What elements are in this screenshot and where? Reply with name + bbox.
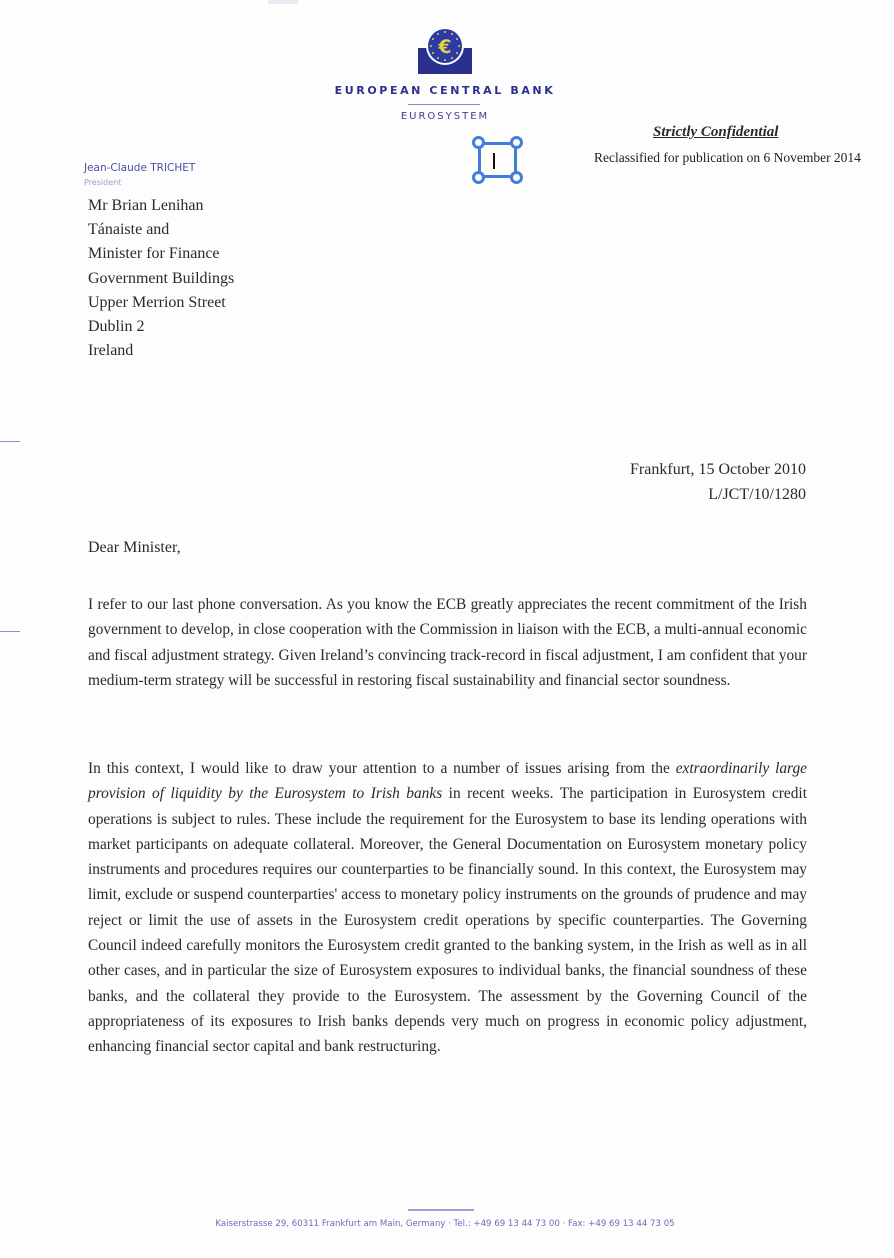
date-reference-block	[630, 457, 806, 507]
paragraph-2-emphasis: extraordinarily large provision of liquidity by the Eurosystem to Irish banks	[88, 760, 807, 803]
reclassification-note: Reclassified for publication on 6 November 2014	[594, 150, 861, 165]
resize-handle-bottom-left[interactable]	[472, 171, 485, 184]
sender-name: Jean-Claude TRICHET	[84, 162, 196, 174]
text-cursor-icon	[493, 153, 495, 169]
org-name: EUROPEAN CENTRAL BANK	[334, 84, 556, 97]
org-subtitle: EUROSYSTEM	[400, 111, 490, 122]
text-box-selection[interactable]	[478, 142, 517, 178]
address-line: Tánaiste and	[88, 221, 170, 239]
footer-divider	[408, 1209, 474, 1211]
confidential-label: Strictly Confidential	[653, 124, 779, 140]
address-line: Upper Merrion Street	[88, 293, 226, 311]
recipient-address	[88, 194, 234, 363]
sender-title: President	[84, 178, 122, 187]
paragraph-2-end: in recent weeks. The participation in Eurosystem credit operations is subject to rules. These include the requirement for the Eurosystem to base its lending operations with market participants on adequate collateral. Moreover, the General Documentation on Eurosystem monetary policy instruments and procedures requires our counterparties to be financially sound. In this context, the Eurosystem may limit, exclude or suspend counterparties' access to monetary policy instruments on the grounds of prudence and may reject or limit the use of assets in the Eurosystem credit operations by specific counterparties. The Governing Council indeed carefully monitors the Eurosystem credit granted to the banking system, in the Irish as well as in all other cases, and in particular the size of Eurosystem exposures to individual banks, the financial soundness of these banks, and the collateral they provide to the Eurosystem. The assessment by the Governing Council of the appropriateness of its exposures to Irish banks depends very much on progress in economic policy adjustment, enhancing financial sector capital and bank restructuring.	[88, 785, 807, 1056]
place-date: Frankfurt, 15 October 2010	[630, 461, 806, 478]
address-line: Mr Brian Lenihan	[88, 197, 204, 214]
paragraph-2-start: In this context, I would like to draw your attention to a number of issues arising from the	[88, 760, 676, 777]
fold-mark	[0, 441, 20, 442]
resize-handle-top-right[interactable]	[510, 136, 523, 149]
logo-divider	[408, 104, 480, 105]
address-line: Dublin 2	[88, 318, 145, 336]
reference-number: L/JCT/10/1280	[708, 486, 806, 503]
address-line: Ireland	[88, 342, 134, 360]
address-line: Minister for Finance	[88, 245, 220, 263]
resize-handle-bottom-right[interactable]	[510, 171, 523, 184]
salutation: Dear Minister,	[88, 539, 181, 556]
scan-artifact	[268, 0, 298, 4]
paragraph-2	[88, 756, 807, 1060]
ecb-logo-icon	[416, 26, 474, 74]
paragraph-1: I refer to our last phone conversation. As you know the ECB greatly appreciates the recent commitment of the Irish government to develop, in close cooperation with the Commission in liaison with the ECB, a multi-annual economic and fiscal adjustment strategy. Given Ireland’s convincing track-record in fiscal adjustment, I am confident that your medium-term strategy will be successful in restoring fiscal sustainability and financial sector soundness.	[88, 596, 807, 689]
fold-mark	[0, 631, 20, 632]
address-line: Government Buildings	[88, 269, 235, 287]
footer-address: Kaiserstrasse 29, 60311 Frankfurt am Main, Germany · Tel.: +49 69 13 44 73 00 · Fax: +49 69 13 44 73 05	[215, 1219, 675, 1229]
resize-handle-top-left[interactable]	[472, 136, 485, 149]
svg-text:€: €	[438, 36, 452, 58]
